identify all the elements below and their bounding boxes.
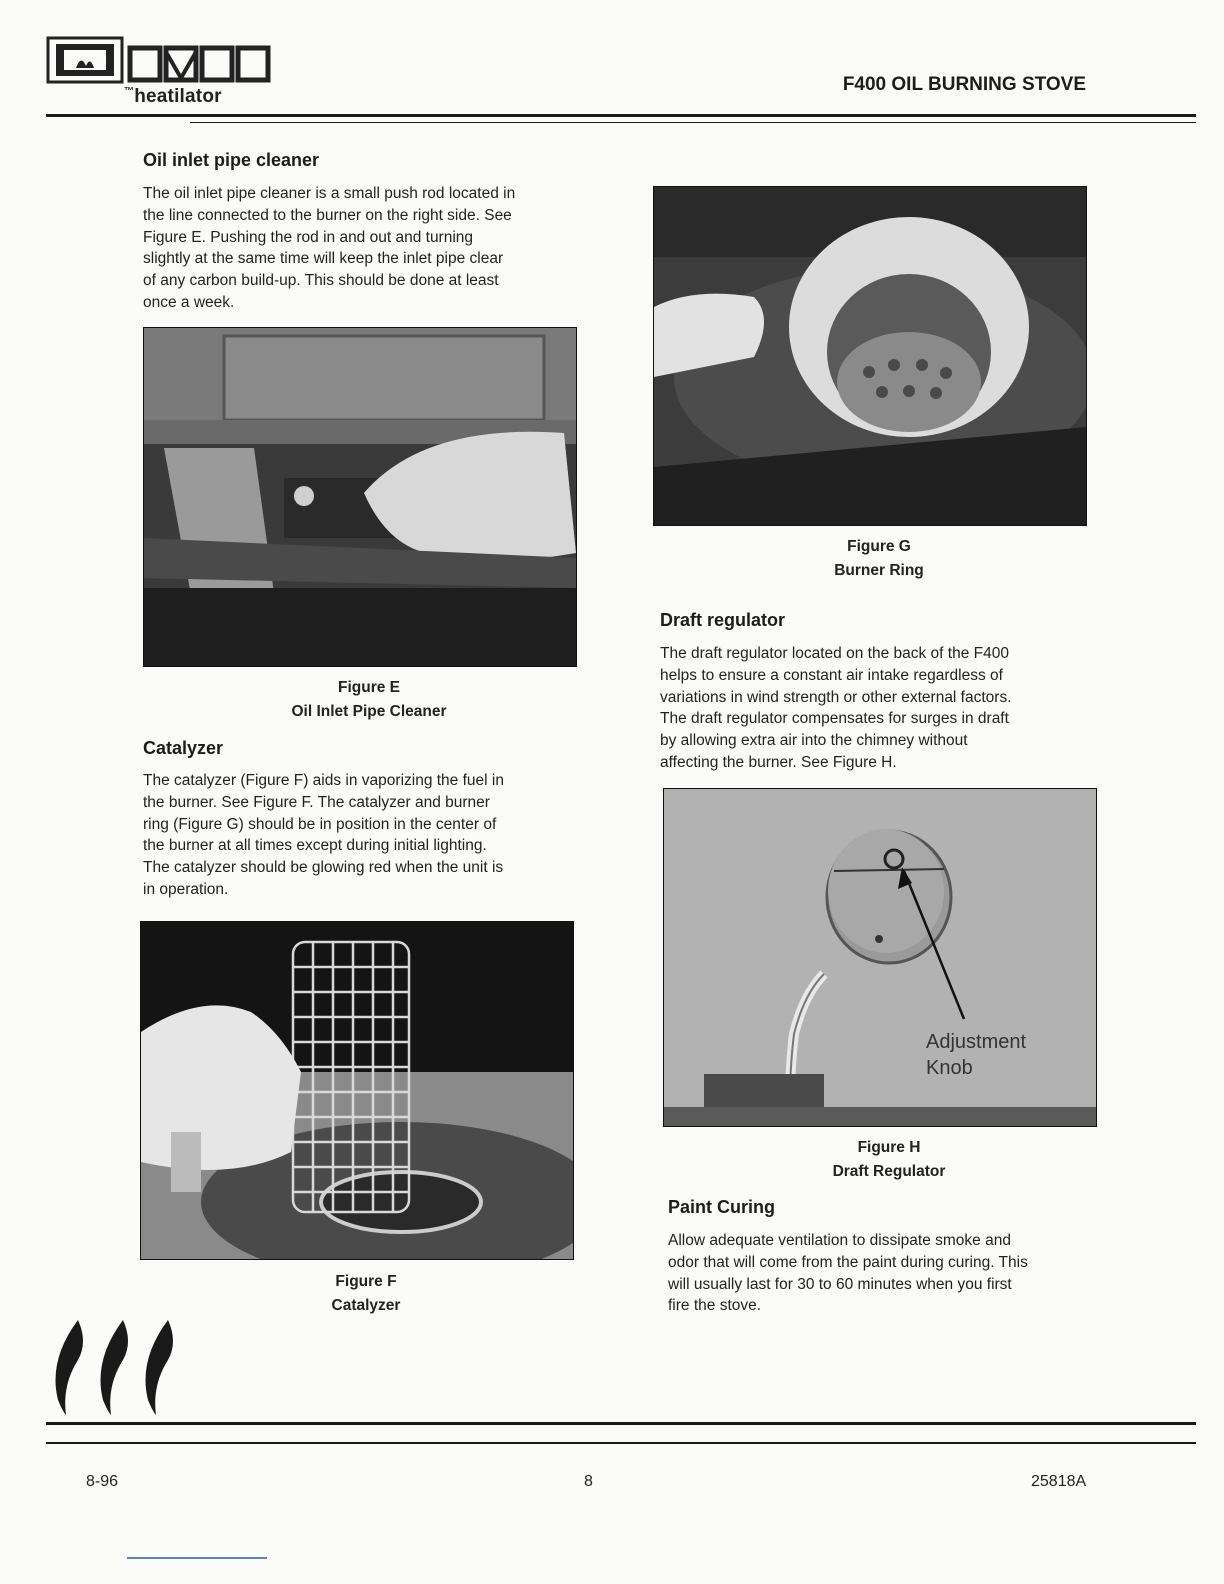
figure-h-photo [663, 788, 1097, 1127]
figure-g-photo [653, 186, 1087, 526]
scan-mark [127, 1557, 267, 1559]
figure-g-caption [653, 535, 1105, 583]
oil-inlet-paragraph: The oil inlet pipe cleaner is a small push rod located in the line connected to the burner on the right side. See Figure E. Pushing the rod in and out and turning slightly at the same time will keep the inlet pipe clear of any carbon build-up. This should be done at least once a week. [143, 185, 516, 311]
figure-f-label: Figure F [335, 1273, 397, 1290]
paint-curing-paragraph: Allow adequate ventilation to dissipate smoke and odor that will come from the paint during curing. This will usually last for 30 to 60 minutes when you first fire the stove. [668, 1232, 1028, 1315]
flame-icon [48, 1315, 193, 1415]
dovre-logo-icon [46, 30, 276, 88]
document-title: F400 OIL BURNING STOVE [842, 74, 1086, 95]
catalyzer-paragraph: The catalyzer (Figure F) aids in vaporizing the fuel in the burner. See Figure F. The catalyzer and burner ring (Figure G) should be in position in the center of the burner at all times except during initial lighting. The catalyzer should be glowing red when the unit is in operation. [143, 772, 504, 898]
figure-e-photo [143, 327, 577, 667]
brand-sub: ™heatilator [124, 86, 222, 107]
header-rule-thin [190, 122, 1196, 123]
figure-h-title: Draft Regulator [832, 1163, 946, 1180]
footer-rule-thin [46, 1442, 1196, 1444]
figure-f-photo [140, 921, 574, 1260]
figure-f-caption [140, 1270, 592, 1318]
draft-paragraph: The draft regulator located on the back of the F400 helps to ensure a constant air intake regardless of variations in wind strength or other external factors. The draft regulator compensates for surges in draft by allowing extra air into the chimney without affecting the burner. See Figure H. [660, 645, 1012, 771]
page-number: 8 [584, 1473, 593, 1490]
paint-curing-heading: Paint Curing [668, 1197, 775, 1217]
figure-e-label: Figure E [337, 679, 400, 696]
brand-logo [46, 30, 276, 107]
figure-f-title: Catalyzer [331, 1297, 401, 1314]
draft-heading: Draft regulator [660, 610, 786, 630]
catalyzer-heading: Catalyzer [143, 738, 224, 758]
oil-inlet-heading: Oil inlet pipe cleaner [143, 150, 320, 170]
footer-date: 8-96 [86, 1473, 119, 1490]
figure-g-title: Burner Ring [834, 562, 924, 579]
figure-h-label: Figure H [857, 1139, 921, 1156]
header-rule [46, 114, 1196, 117]
adjustment-knob-annotation: Adjustment Knob [926, 1031, 1027, 1079]
figure-g-label: Figure G [847, 538, 911, 555]
figure-e-caption [143, 676, 595, 724]
footer-rule [46, 1422, 1196, 1425]
document-number: 25818A [1031, 1473, 1087, 1490]
figure-h-caption [663, 1136, 1115, 1184]
figure-e-title: Oil Inlet Pipe Cleaner [291, 703, 447, 720]
